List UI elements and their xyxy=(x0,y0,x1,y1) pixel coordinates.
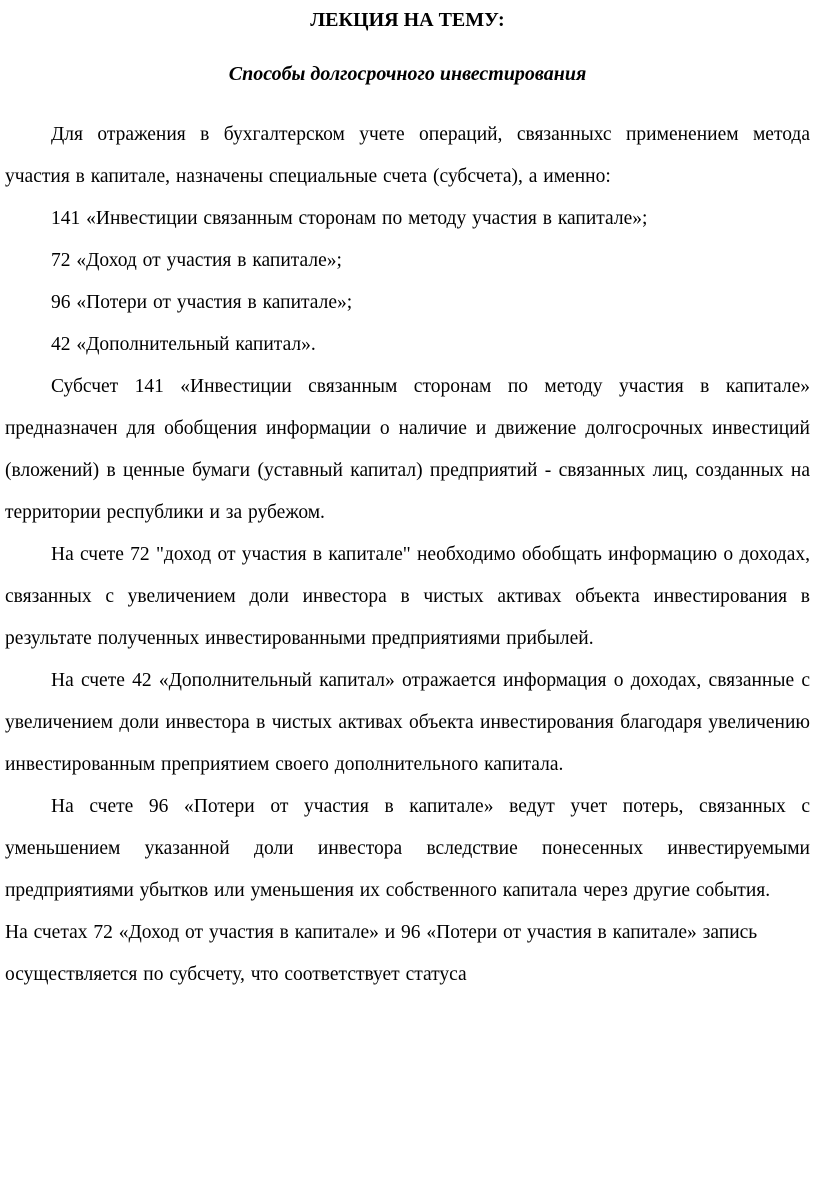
account-list-item-96: 96 «Потери от участия в капитале»; xyxy=(51,292,353,313)
paragraph-account-96: На счете 96 «Потери от участия в капитале» ведут учет потерь, связанных с уменьшением указанной доли инвестора вследствие понесенных инвестируемыми предприятиями убытков или уменьшения их собственного капитала через другие события. xyxy=(5,796,810,901)
paragraph-intro: Для отражения в бухгалтерском учете операций, связанныхс применением метода участия в капитале, назначены специальные счета (субсчета), а именно: xyxy=(5,124,810,187)
paragraph-subaccount-141: Субсчет 141 «Инвестиции связанным сторонам по методу участия в капитале» предназначен для обобщения информации о наличие и движение долгосрочных инвестиций (вложений) в ценные бумаги (уставный капитал) предприятий - связанных лиц, созданных на территории республики и за рубежом. xyxy=(5,376,810,523)
page-subtitle: Способы долгосрочного инвестирования xyxy=(228,63,587,85)
account-list-item-72: 72 «Доход от участия в капитале»; xyxy=(51,250,342,271)
page-title: ЛЕКЦИЯ НА ТЕМУ: xyxy=(310,9,505,31)
document-body xyxy=(5,114,810,996)
paragraph-account-42: На счете 42 «Дополнительный капитал» отражается информация о доходах, связанные с увеличением доли инвестора в чистых активах объекта инвестирования благодаря увеличению инвестированным преприятием своего дополнительного капитала. xyxy=(5,670,810,775)
paragraph-account-72: На счете 72 "доход от участия в капитале" необходимо обобщать информацию о доходах, связанных с увеличением доли инвестора в чистых активах объекта инвестирования в результате полученных инвестированными предприятиями прибылей. xyxy=(5,544,810,649)
paragraph-accounts-72-96: На счетах 72 «Доход от участия в капитале» и 96 «Потери от участия в капитале» запись осуществляется по субсчету, что соответствует статуса xyxy=(5,922,758,985)
account-list-item-42: 42 «Дополнительный капитал». xyxy=(51,334,316,355)
account-list-item-141: 141 «Инвестиции связанным сторонам по методу участия в капитале»; xyxy=(51,208,648,229)
